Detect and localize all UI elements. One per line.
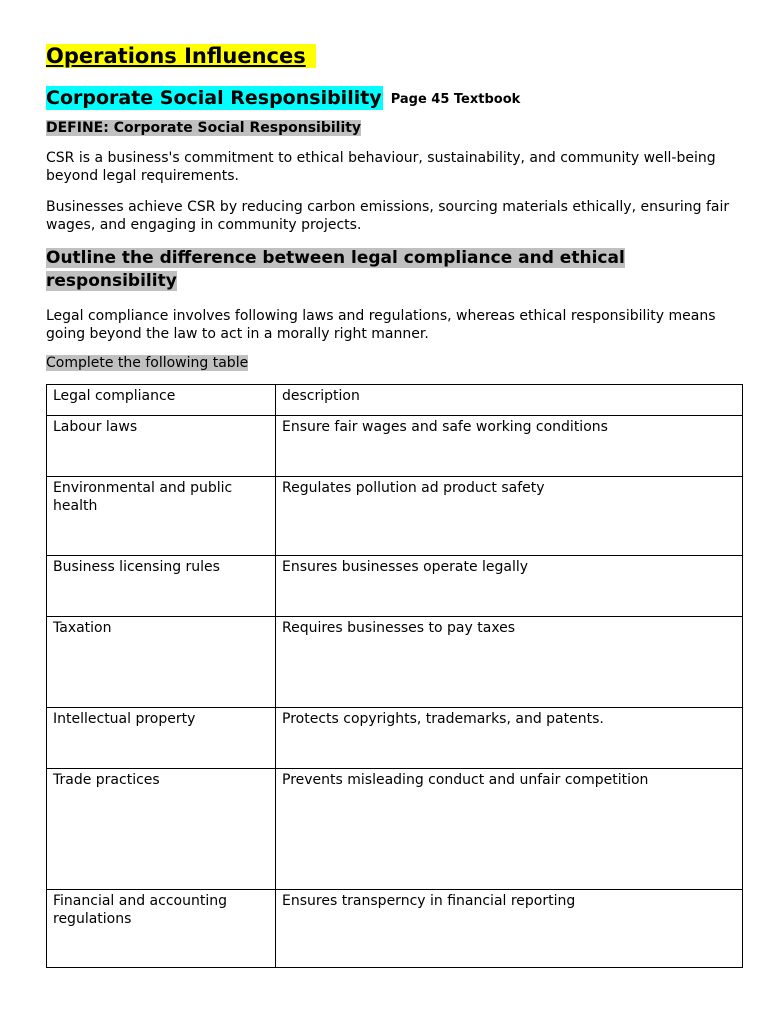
difference-paragraph: Legal compliance involves following laws and regulations, whereas ethical responsibility means going beyond the law to act in a morally right manner. (46, 308, 716, 342)
description-cell[interactable]: Ensure fair wages and safe working conditions (276, 416, 743, 477)
term-cell[interactable]: Business licensing rules (47, 556, 276, 617)
table-row (47, 416, 743, 477)
term-cell[interactable]: Financial and accounting regulations (47, 890, 276, 968)
description-cell[interactable]: Prevents misleading conduct and unfair competition (276, 769, 743, 890)
outline-heading (46, 247, 742, 293)
header-cell-description[interactable]: description (276, 385, 743, 416)
description-cell[interactable]: Ensures transperncy in financial reporting (276, 890, 743, 968)
section-subtitle: Corporate Social Responsibility (46, 87, 382, 109)
page-title-text: Operations Influences (46, 44, 316, 68)
table-row (47, 708, 743, 769)
description-cell[interactable]: Ensures businesses operate legally (276, 556, 743, 617)
page-title (46, 40, 742, 72)
term-cell[interactable]: Taxation (47, 617, 276, 708)
subtitle-row (46, 84, 742, 110)
table-row (47, 477, 743, 556)
csr-examples-paragraph: Businesses achieve CSR by reducing carbon emissions, sourcing materials ethically, ensuring fair wages, and engaging in community projects. (46, 199, 730, 233)
table-row (47, 617, 743, 708)
table-instruction (46, 354, 742, 372)
define-heading-text: DEFINE: Corporate Social Responsibility (46, 120, 362, 136)
table-row (47, 769, 743, 890)
page-reference: Page 45 Textbook (390, 92, 521, 107)
document-page (46, 40, 742, 968)
description-cell[interactable]: Requires businesses to pay taxes (276, 617, 743, 708)
table-header-row (47, 385, 743, 416)
term-cell[interactable]: Environmental and public health (47, 477, 276, 556)
term-cell[interactable]: Intellectual property (47, 708, 276, 769)
table-row (47, 890, 743, 968)
legal-compliance-table (46, 384, 743, 968)
table-instruction-text: Complete the following table (46, 355, 249, 371)
outline-heading-text: Outline the difference between legal compliance and ethical responsibility (46, 248, 625, 291)
description-cell[interactable]: Regulates pollution ad product safety (276, 477, 743, 556)
term-cell[interactable]: Trade practices (47, 769, 276, 890)
term-cell[interactable]: Labour laws (47, 416, 276, 477)
define-heading (46, 119, 742, 137)
header-cell-legal-compliance[interactable]: Legal compliance (47, 385, 276, 416)
description-cell[interactable]: Protects copyrights, trademarks, and patents. (276, 708, 743, 769)
table-row (47, 556, 743, 617)
definition-paragraph: CSR is a business's commitment to ethical behaviour, sustainability, and community well-being beyond legal requirements. (46, 150, 716, 184)
